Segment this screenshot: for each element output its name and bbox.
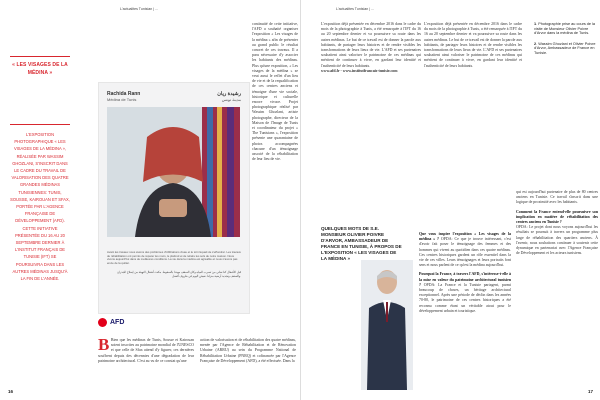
drop-cap: B (98, 335, 110, 354)
portrait-photo-illustration (107, 107, 240, 237)
right-column-2-top (424, 22, 522, 69)
page-header: L'actualites Tunisian | ... (120, 7, 159, 11)
article-text: L'exposition déjà présentée en décembre 2016 dans le cadre du mois de la photographie à Tunis, a été remarquée à l'IFT du 16 au 20 septembre dernier et va poursuivre sa route dans les autres médinas. Le but de ce travail est de donner la parole aux habitants, de partager leurs histoires et de rendre visibles les transformations de leurs lieux de vie. L'AFD et ses partenaires souhaitent ainsi valoriser le patrimoine de ces médinas qui méritent de continuer à vivre, en gardant leur identité et l'authenticité de leurs habitants. (424, 22, 522, 68)
photo-description-fr: Avant les travaux nous avions des problèmes d'infiltrations d'eau et le toit risquait de s'effondrer. Les travaux de réhabilitation ont permis de réparer les murs, le plafond et de refaire les sols de notre maison. Nous vivons aujourd'hui dans de meilleures conditions. La vie dans la médina est agréable et nous n'avons pas envie de la quitter. (107, 250, 241, 266)
interview-title: QUELQUES MOTS DE S.E. MONSIEUR OLIVIER POIVRE D'ARVOR, AMBASSADEUR DE FRANCE EN TUNISIE, À PROPOS DE L'EXPOSITION « LES VISAGES DE LA MÉDINA » (321, 226, 402, 261)
afd-logo-text: AFD (110, 319, 125, 326)
article-text: L'exposition déjà présentée en décembre 2016 dans le cadre du mois de la photographie à Tunis, a été remarquée à l'IFT du 16 au 20 septembre dernier et va poursuivre sa route dans les autres médinas. Le but de ce travail est de donner la parole aux habitants, de partager leurs histoires et de rendre visibles les transformations de leurs lieux de vie. L'AFD et ses partenaires souhaitent ainsi valoriser le patrimoine de ces médinas qui méritent de continuer à vivre, en gardant leur identité et l'authenticité de leurs habitants. (321, 22, 421, 68)
question: Que vous inspire l'exposition « Les visages de la médina » ? (419, 232, 511, 242)
captions-sidebar (534, 22, 596, 62)
caption-name-ar: رشيدة ريان (217, 91, 241, 97)
caption-name: Rachida Rann (107, 91, 141, 97)
divider (10, 124, 70, 125)
caption-item: 1. Photographie prise au cours de la visite de Monsieur Olivier Poivre d'Arvor dans la médina de Tunis. (534, 22, 596, 36)
article-column-2: action de valorisation et de réhabilitation des quatre médinas, menée par l'Agence de Réhabilitation et de Rénovation Urbaine (ARRU) au sein du Programme National de Réhabilitation Urbaine (PNRQ) et cofinancée par l'Agence Française de Développement (AFD), a été effectuée. Dans la (200, 338, 296, 363)
qa-item (419, 272, 511, 314)
answer: OPDA: Ce que je trouve intéressant, c'est d'avoir fait poser le témoignage des femmes et des hommes qui vivent au quotidien dans ces quatre médinas. Ces centres historiques gardent un rôle essentiel dans la vie de ces villes. Leurs témoignages et leurs portraits font sens et nous parlent de ce qu'est la médina aujourd'hui. (419, 237, 511, 268)
interview-column (419, 232, 511, 314)
answer: OPDA: Le projet dont nous voyons aujourd'hui les résultats se poursuit à travers un programme plus large de réhabilitation des quartiers anciens. À l'avenir, nous souhaitons continuer à soutenir cette dynamique en partenariat avec l'Agence Française de Développement et les acteurs tunisiens. (516, 225, 598, 256)
answer: OPDA: La France et la Tunisie partagent, parmi beaucoup de choses, un héritage architectural exceptionnel. Après une période de déclin dans les années 70-80, le patrimoine de ces centres historiques a été reconnu comme étant un véritable atout pour le développement urbain et touristique. (419, 282, 511, 313)
sidebar-title: « LES VISAGES DE LA MÉDINA » (12, 62, 68, 76)
divider (10, 56, 70, 57)
photo-description-ar: قبل الأشغال كنا نعاني من تسرب المياه وكان السقف مهددا بالسقوط. مكنت أشغال التهيئة من إصلاح الجدران والسقف وتجديد أرضية منزلنا. نعيش اليوم في ظروف أفضل. (116, 270, 241, 278)
caption-item: 2. Wassim Ghozlani et Olivier Poivre d'Arvor, Ambassadeur de France en Tunisie. (534, 41, 596, 55)
ambassador-photo-illustration (361, 260, 413, 390)
question: Pourquoi la France, à travers l'AFD, s'intéresse-t-elle à la mise en valeur du patrimoine architectural tunisien ? (419, 272, 511, 287)
caption-ar (217, 91, 241, 102)
afd-logo-icon (98, 318, 107, 327)
caption-number: 2 (534, 41, 537, 46)
caption-role-ar: مدينة تونس (221, 97, 241, 102)
article-column-3: continuité de cette initiative, l'AFD a souhaité organiser l'exposition « Les visages de la médina » afin de présenter au grand public le résultat concret de ces travaux. Il a paru nécessaire d'y associer les habitants des médinas. Plus qu'une exposition, « Les visages de la médina » se veut aussi le reflet d'un lieu de vie et de la requalification de ces centres anciens et témoigne d'une vie sociale, historique et culturelle encore vivace. Projet photographique réalisé par Wassim Ghozlani, artiste photographe, directeur de la Maison de l'Image de Tunis et coordinateur du projet « The Tunisians », l'exposition présente une quarantaine de photos accompagnées chacune d'un témoignage associé de la réhabilitation de leur lieu de vie. (252, 22, 298, 162)
question: Comment la France entend-elle poursuivre son implication en matière de réhabilitation des centres anciens en Tunisie ? (516, 209, 598, 225)
photo-card (98, 82, 250, 314)
right-column-1-top (321, 22, 421, 74)
article-link[interactable]: www.afd.fr - www.institutfrancais-tunisie.com (321, 68, 398, 73)
article-text: qui est aujourd'hui partenaire de plus de 80 centres anciens en Tunisie. Ce travail s'inscrit dans une logique de proximité avec les habitants. (516, 190, 598, 205)
article-column-1 (98, 335, 194, 364)
caption-text: Wassim Ghozlani et Olivier Poivre d'Arvor, Ambassadeur de France en Tunisie. (534, 41, 596, 55)
page-number: 17 (587, 389, 593, 394)
qa-item (419, 232, 511, 268)
right-column-3 (516, 190, 598, 256)
right-page (300, 0, 600, 400)
caption-number: 1 (534, 22, 537, 26)
caption-fr (107, 91, 140, 102)
page-number: 16 (8, 389, 14, 394)
afd-logo (98, 318, 124, 327)
caption-text: Photographie prise au cours de la visite de Monsieur Olivier Poivre d'Arvor dans la médina de Tunis. (534, 22, 596, 36)
caption-role: Médina de Tunis (107, 97, 137, 102)
article-text-1: Bien que les médinas de Tunis, Sousse et Kairouan soient inscrites au patrimoine mondial de l'UNESCO et que celle de Sfax attend d'y figurer, ces dernières souffrent depuis des décennies d'une dégradation de leur patrimoine architectural. C'est au vu de ce constat qu'une (98, 338, 194, 363)
portrait-photo (107, 107, 240, 237)
page-header: L'actualites Tunisian | ... (336, 7, 375, 11)
ambassador-photo (361, 260, 413, 390)
sidebar-text: L'EXPOSITION PHOTOGRAPHIQUE « LES VISAGES DE LA MÉDINA », RÉALISÉE PAR WASSIM GHOZLANI, S'INSCRIT DANS LE CADRE DU TRAVAIL DE VALORISATION DES QUATRE GRANDES MÉDINAS TUNISIENNES: TUNIS, SOUSSE, KAIROUAN ET SFAX, PORTÉE PAR L'AGENCE FRANÇAISE DE DÉVELOPPEMENT (AFD). CETTE INITIATIVE PRÉSENTÉE DU 16 AU 20 SEPTEMBRE DERNIER À L'INSTITUT FRANÇAIS DE TUNISIE (IFT) SE POURSUIVRA DANS LES AUTRES MÉDINAS JUSQU'À LA FIN DE L'ANNÉE. (10, 132, 70, 282)
